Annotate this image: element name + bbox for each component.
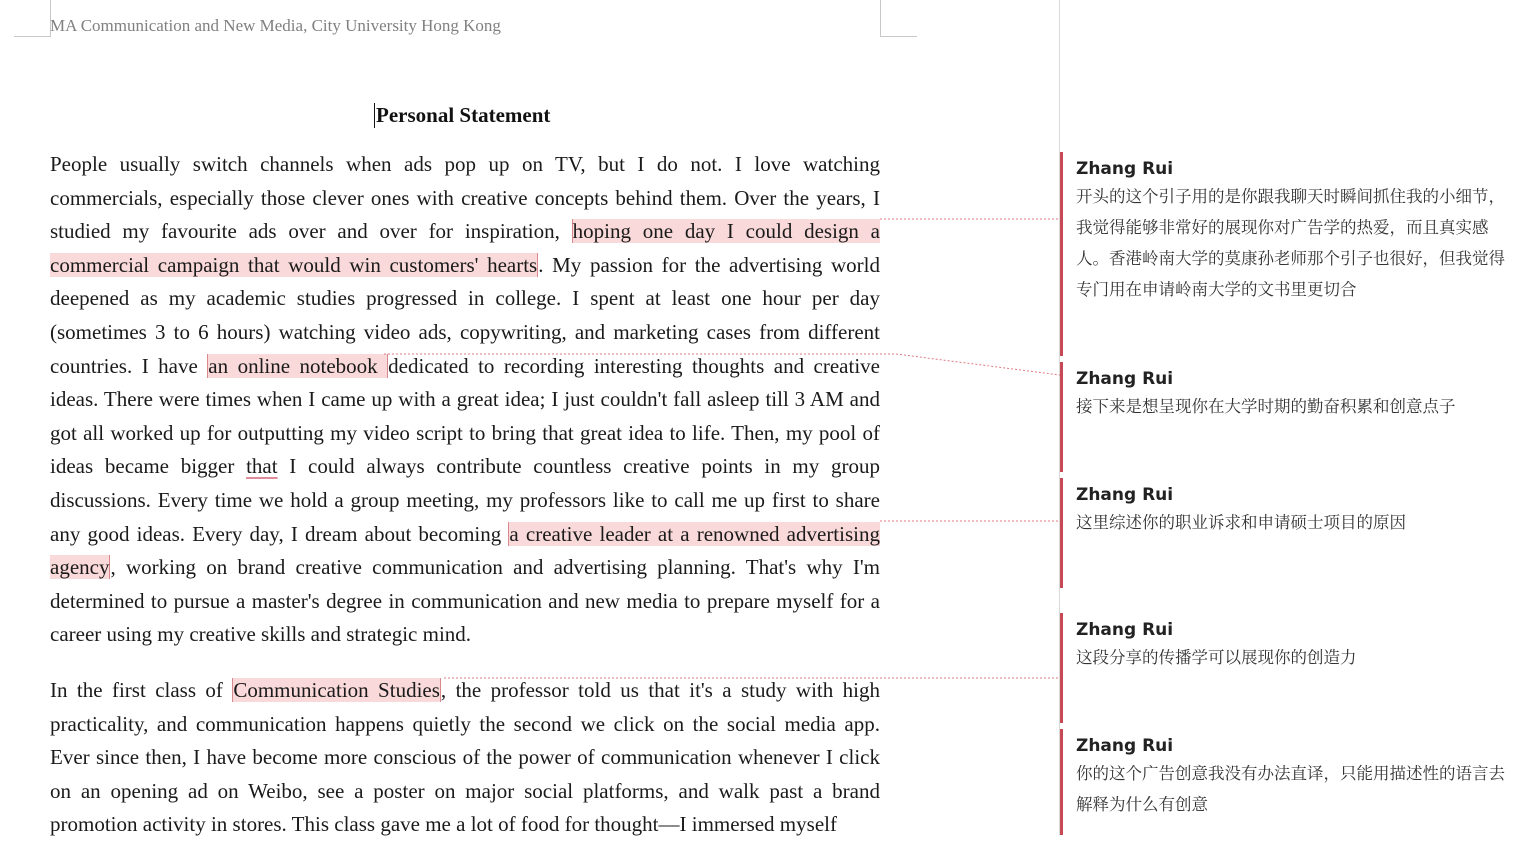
comment-author: Zhang Rui [1076,620,1174,640]
comment-author: Zhang Rui [1076,485,1174,505]
comment-author: Zhang Rui [1076,369,1174,389]
comment-text[interactable]: 你的这个广告创意我没有办法直译，只能用描述性的语言去解释为什么有创意 [1076,764,1505,814]
commented-text-2[interactable]: an online notebook [208,353,388,378]
text-run: . My passion for the advertising world deepened as my academic studies progressed in college. I spent at least one hour per day (sometimes 3 to 6 hours) watching video ads, copywriting, and marketing cases from different countries. I have [50,252,880,378]
text-run: dedicated to recording interesting thoughts and creative ideas. There were times when I came up with a great idea; I just couldn't fall asleep till 3 AM and got all worked up for outputting my video script to bring that great idea to life. Then, my pool of ideas became bigger [50,353,880,479]
text-run: People usually switch channels when ads pop up on TV, but I do not. I love watching commercials, especially those clever ones with creative concepts behind them. Over the years, I studied my favourite ads over and over for inspiration, [50,152,880,244]
document-title[interactable]: Personal Statement [376,103,551,127]
page-header[interactable]: MA Communication and New Media, City University Hong Kong [50,16,501,35]
comment-2[interactable] [1060,362,1520,472]
comment-author: Zhang Rui [1076,159,1174,179]
comment-3[interactable] [1060,478,1520,588]
commented-text-4[interactable]: Communication Studies [233,678,440,702]
commented-text-3[interactable]: a creative leader at a renowned advertising agency [50,521,880,580]
paragraph-1[interactable] [50,148,880,652]
text-run: I could always contribute countless creative points in my group discussions. Every time we hold a group meeting, my professors like to call me up first to share any good ideas. Every day, I dream about becoming [50,454,880,546]
commented-text-1[interactable]: hoping one day I could design a commercial campaign that would win customers' hearts [50,219,880,277]
crop-mark-top-left [14,0,51,37]
text-run: , the professor told us that it's a study with high practicality, and communication happens quietly the second we click on the social media app. Ever since then, I have become more conscious of the power of communication whenever I click on an opening ad on Weibo, see a poster on major social platforms, and walk past a brand promotion activity in stores. This class gave me a lot of food for thought—I immersed myself [50,678,880,837]
comment-text[interactable]: 这里综述你的职业诉求和申请硕士项目的原因 [1076,513,1406,532]
comment-5[interactable] [1060,729,1520,835]
paragraph-2[interactable] [50,674,880,842]
tracked-change-underline[interactable]: that [246,454,278,479]
comment-1[interactable] [1060,152,1520,356]
text-run: , working on brand creative communication and advertising planning. That's why I'm determined to pursue a master's degree in communication and new media to prepare myself for a career using my creative skills and strategic mind. [50,555,880,647]
comment-text[interactable]: 接下来是想呈现你在大学时期的勤奋积累和创意点子 [1076,397,1456,416]
comment-text[interactable]: 这段分享的传播学可以展现你的创造力 [1076,648,1357,667]
comment-author: Zhang Rui [1076,736,1174,756]
text-run: In the first class of [50,678,233,702]
comment-4[interactable] [1060,613,1520,723]
comment-text[interactable]: 开头的这个引子用的是你跟我聊天时瞬间抓住我的小细节，我觉得能够非常好的展现你对广告学的热爱，而且真实感人。香港岭南大学的莫康孙老师那个引子也很好，但我觉得专门用在申请岭南大学的文书里更切合 [1076,187,1505,299]
crop-mark-top-right [880,0,917,37]
